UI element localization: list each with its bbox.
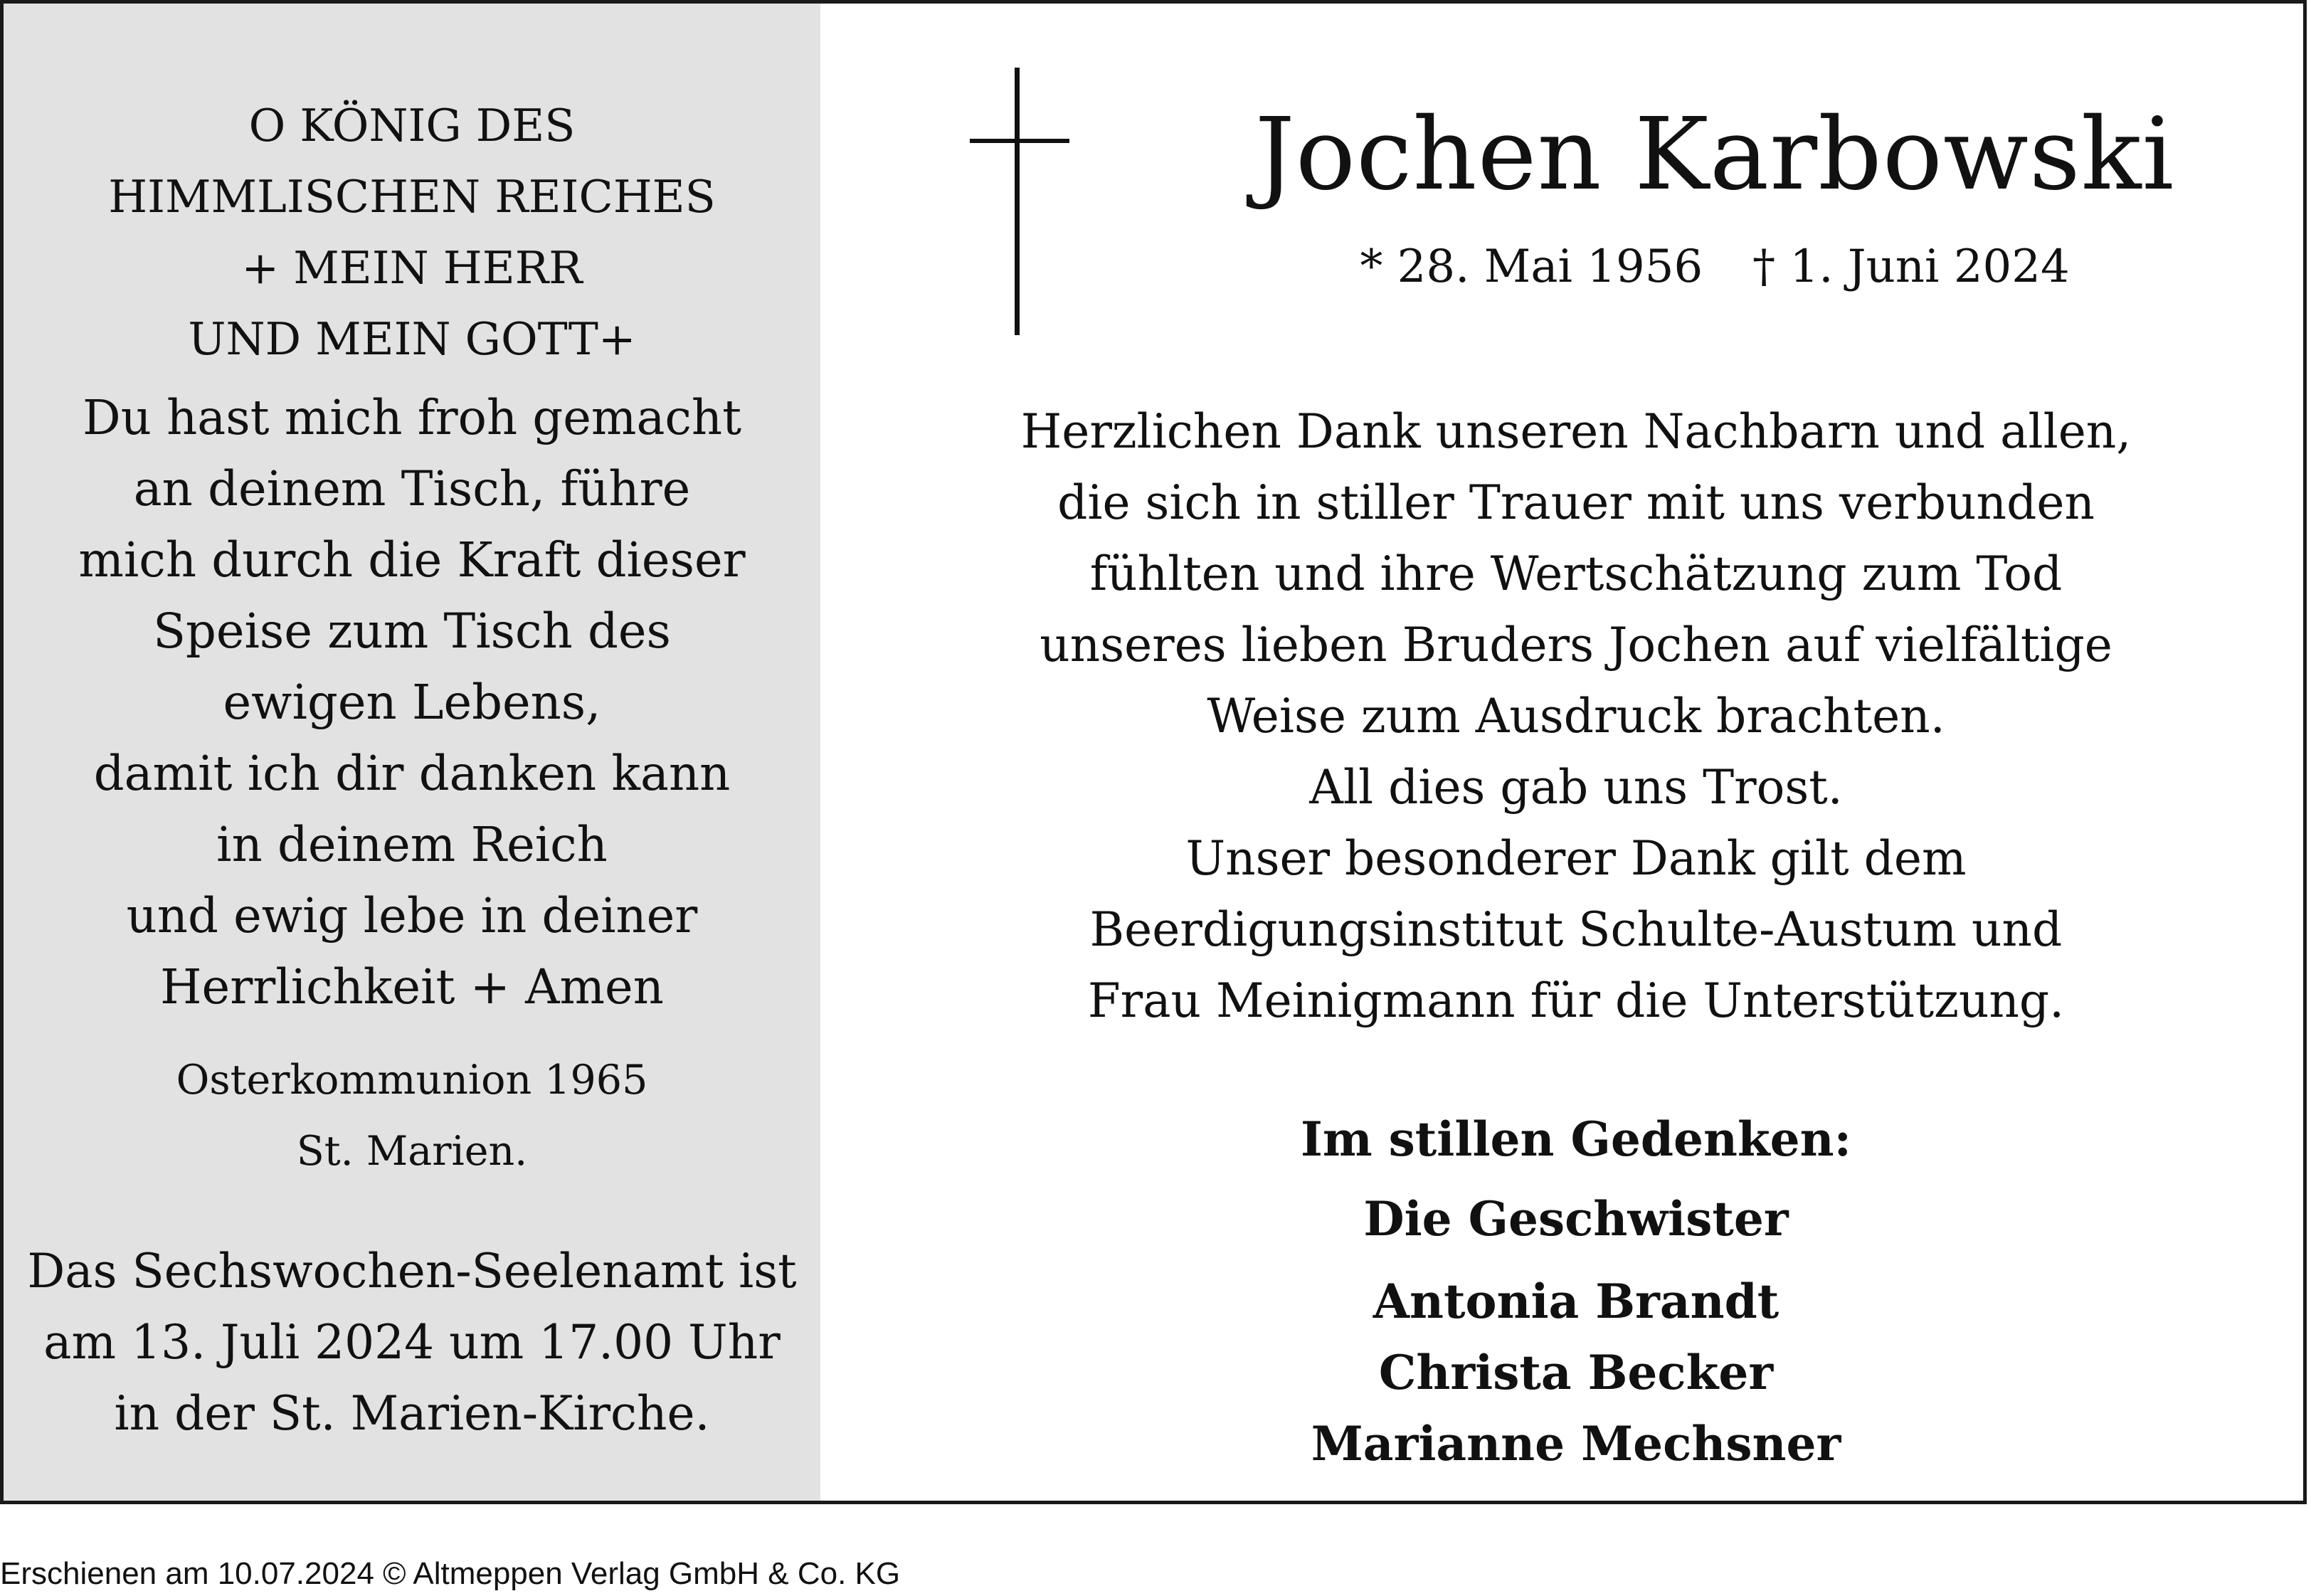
sibling-name: Marianne Mechsner [1311, 1416, 1841, 1471]
thanks-line: Frau Meinigmann für die Unterstützung. [1087, 973, 2065, 1028]
signature-group: Die Geschwister [1363, 1191, 1789, 1247]
communion-line: Osterkommunion 1965 [176, 1057, 648, 1104]
main-content [843, 4, 2303, 1501]
thanks-line: Beerdigungsinstitut Schulte-Austum und [1089, 902, 2063, 957]
prayer-line: Speise zum Tisch des [153, 603, 671, 659]
prayer-line: ewigen Lebens, [223, 675, 601, 730]
thanks-line: unseres lieben Bruders Jochen auf vielfältige [1040, 618, 2112, 672]
thanks-line: fühlten und ihre Wertschätzung zum Tod [1089, 546, 2063, 601]
service-line: Das Sechswochen-Seelenamt ist [27, 1244, 797, 1299]
communion-line: St. Marien. [296, 1128, 528, 1175]
thanks-line: die sich in stiller Trauer mit uns verbunden [1057, 475, 2095, 530]
communion-note [4, 1045, 820, 1187]
sibling-name: Antonia Brandt [1373, 1274, 1779, 1329]
prayer-heading-line: HIMMLISCHEN REICHES [108, 171, 716, 223]
prayer-heading [4, 90, 820, 375]
thanks-line: All dies gab uns Trost. [1309, 760, 1843, 815]
signature-intro: Im stillen Gedenken: [1300, 1111, 1852, 1167]
deceased-name: Jochen Karbowski [1254, 97, 2175, 213]
service-line: in der St. Marien-Kirche. [114, 1386, 710, 1441]
service-info [4, 1236, 820, 1449]
death-date: † 1. Juni 2024 [1752, 241, 2070, 293]
prayer-text [4, 382, 820, 1022]
sibling-name: Christa Becker [1378, 1345, 1774, 1400]
birth-date: * 28. Mai 1956 [1360, 241, 1703, 293]
thanks-line: Weise zum Ausdruck brachten. [1207, 689, 1945, 744]
prayer-line: in deinem Reich [216, 817, 608, 872]
prayer-line: Du hast mich froh gemacht [82, 390, 742, 445]
thanks-text [843, 396, 2307, 1037]
service-line: am 13. Juli 2024 um 17.00 Uhr [43, 1315, 781, 1370]
prayer-heading-line: O KÖNIG DES [248, 100, 576, 152]
prayer-heading-line: + MEIN HERR [241, 242, 583, 294]
signature-names [843, 1266, 2307, 1479]
prayer-line: Herrlichkeit + Amen [160, 959, 664, 1015]
prayer-line: mich durch die Kraft dieser [78, 532, 746, 588]
prayer-line: und ewig lebe in deiner [126, 888, 698, 944]
life-dates [1092, 235, 2307, 299]
prayer-heading-line: UND MEIN GOTT+ [188, 313, 636, 365]
thanks-line: Herzlichen Dank unseren Nachbarn und allen, [1020, 404, 2132, 459]
prayer-line: an deinem Tisch, führe [133, 461, 691, 517]
thanks-line: Unser besonderer Dank gilt dem [1185, 831, 1967, 886]
prayer-line: damit ich dir danken kann [93, 746, 731, 801]
publication-footer: Erschienen am 10.07.2024 © Altmeppen Verlag GmbH & Co. KG [0, 1556, 901, 1591]
prayer-panel [4, 4, 820, 1501]
